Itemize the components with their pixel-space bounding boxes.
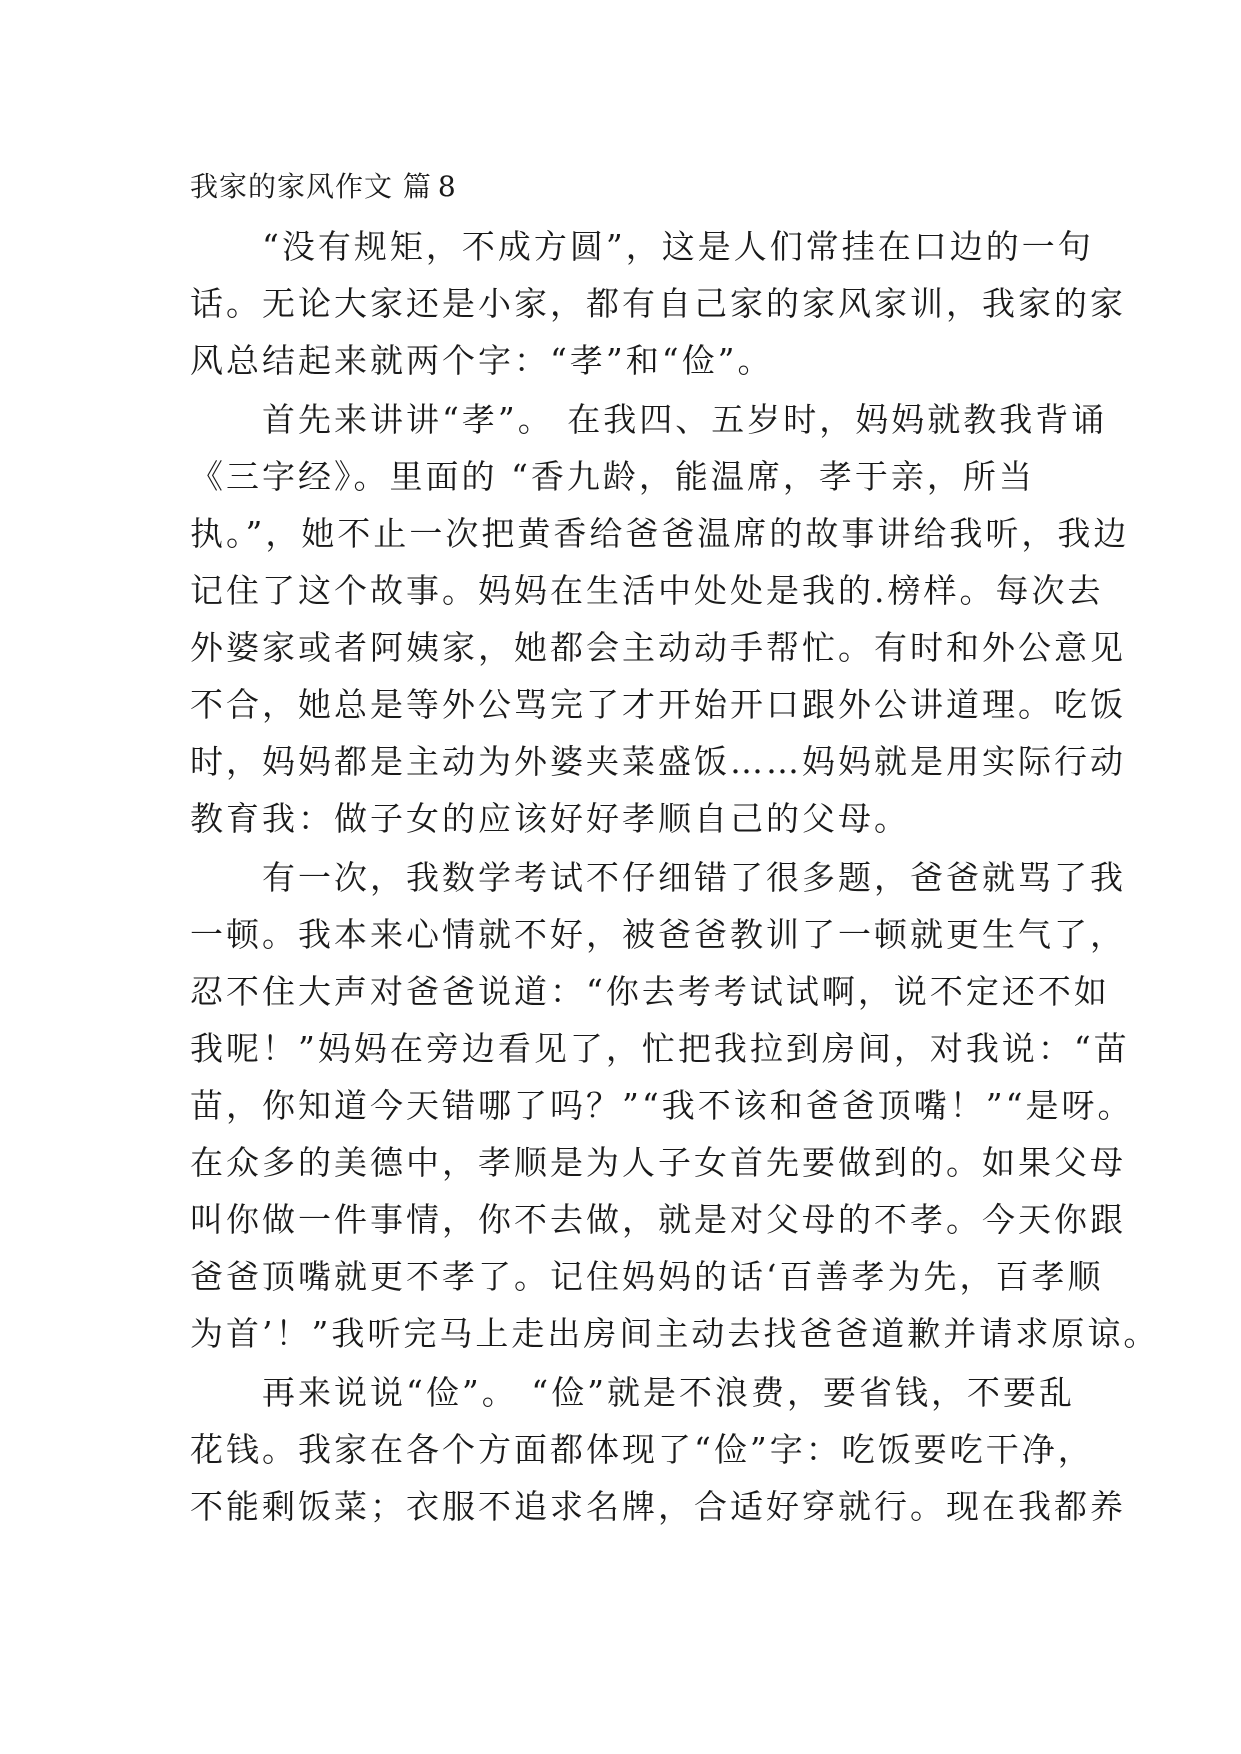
body-line: 执。”，她不止一次把黄香给爸爸温席的故事讲给我听，我边	[190, 514, 1130, 553]
body-line: 时，妈妈都是主动为外婆夹菜盛饭……妈妈就是用实际行动	[190, 742, 1126, 781]
body-line: 为首’！”我听完马上走出房间主动去找爸爸道歉并请求原谅。	[190, 1314, 1160, 1353]
body-line: 花钱。我家在各个方面都体现了“俭”字：吃饭要吃干净，	[190, 1430, 1094, 1469]
document-title	[190, 167, 457, 207]
title-number: 8	[437, 170, 457, 203]
body-line: 教育我：做子女的应该好好孝顺自己的父母。	[190, 799, 910, 838]
body-line: 《三字经》。里面的 “香九龄，能温席，孝于亲，所当	[190, 457, 1035, 496]
body-line: 首先来讲讲“孝”。 在我四、五岁时，妈妈就教我背诵	[190, 400, 1108, 439]
body-line: 不能剩饭菜；衣服不追求名牌，合适好穿就行。现在我都养	[190, 1487, 1126, 1526]
body-line: 外婆家或者阿姨家，她都会主动动手帮忙。有时和外公意见	[190, 628, 1126, 667]
body-line: 叫你做一件事情，你不去做，就是对父母的不孝。今天你跟	[190, 1200, 1126, 1239]
body-line: 话。无论大家还是小家，都有自己家的家风家训，我家的家	[190, 284, 1126, 323]
body-line: 风总结起来就两个字：“孝”和“俭”。	[190, 341, 774, 380]
title-text: 我家的家风作文 篇	[190, 170, 432, 203]
body-line: 忍不住大声对爸爸说道：“你去考考试试啊，说不定还不如	[190, 972, 1110, 1011]
body-line: 不合，她总是等外公骂完了才开始开口跟外公讲道理。吃饭	[190, 685, 1126, 724]
body-line: 一顿。我本来心情就不好，被爸爸教训了一顿就更生气了，	[190, 915, 1126, 954]
body-line: “没有规矩，不成方圆”，这是人们常挂在口边的一句	[190, 227, 1094, 266]
body-line: 再来说说“俭”。 “俭”就是不浪费，要省钱，不要乱	[190, 1373, 1075, 1412]
body-line: 爸爸顶嘴就更不孝了。记住妈妈的话‘百善孝为先，百孝顺	[190, 1257, 1104, 1296]
body-line: 有一次，我数学考试不仔细错了很多题，爸爸就骂了我	[190, 858, 1126, 897]
body-line: 记住了这个故事。妈妈在生活中处处是我的.榜样。每次去	[190, 571, 1104, 610]
body-line: 我呢！”妈妈在旁边看见了，忙把我拉到房间，对我说：“苗	[190, 1029, 1130, 1068]
body-line: 苗，你知道今天错哪了吗？”“我不该和爸爸顶嘴！”“是呀。	[190, 1086, 1134, 1125]
body-line: 在众多的美德中，孝顺是为人子女首先要做到的。如果父母	[190, 1143, 1126, 1182]
